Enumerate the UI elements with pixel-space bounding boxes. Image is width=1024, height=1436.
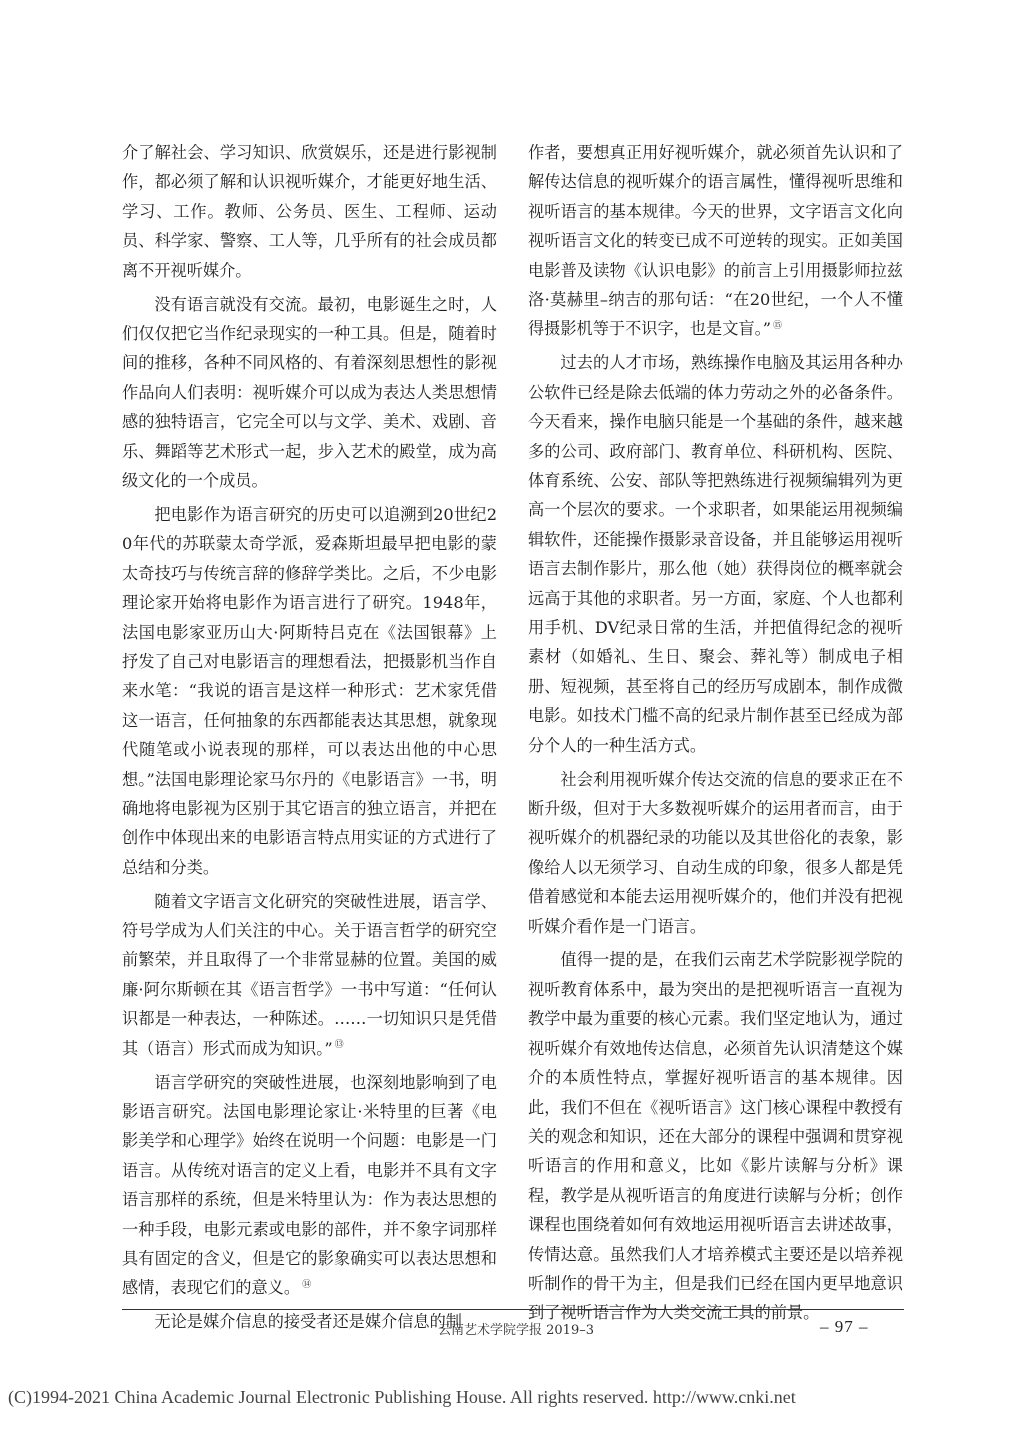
paragraph-text: 随着文字语言文化研究的突破性进展，语言学、符号学成为人们关注的中心。关于语言哲学的研究空前繁荣，并且取得了一个非常显赫的位置。美国的威廉·阿尔斯顿在其《语言哲学》一书中写道：“任何认识都是一种表达，一种陈述。……一切知识只是凭借其（语言）形式而成为知识。” [122, 891, 497, 1058]
paragraph [122, 290, 497, 496]
paragraph-text: 过去的人才市场，熟练操作电脑及其运用各种办公软件已经是除去低端的体力劳动之外的必备条件。今天看来，操作电脑只能是一个基础的条件，越来越多的公司、政府部门、教育单位、科研机构、医院、体育系统、公安、部队等把熟练进行视频编辑列为更高一个层次的要求。一个求职者，如果能运用视频编辑软件，还能操作摄影录音设备，并且能够运用视听语言去制作影片，那么他（她）获得岗位的概率就会远高于其他的求职者。另一方面，家庭、个人也都利用手机、DV纪录日常的生活，并把值得纪念的视听素材（如婚礼、生日、聚会、葬礼等）制成电子相册、短视频，甚至将自己的经历写成剧本，制作成微电影。如技术门槛不高的纪录片制作甚至已经成为部分个人的一种生活方式。 [528, 353, 903, 755]
paragraph-text: 无论是媒介信息的接受者还是媒介信息的制 [154, 1312, 462, 1332]
paragraph [122, 138, 497, 285]
left-text-column [122, 138, 497, 1341]
paragraph [528, 765, 903, 941]
paragraph [122, 887, 497, 1063]
copyright-notice: (C)1994-2021 China Academic Journal Electronic Publishing House. All rights reserved. http://www.cnki.net [8, 1387, 796, 1407]
right-text-column [528, 138, 903, 1332]
paragraph-text: 没有语言就没有交流。最初，电影诞生之时，人们仅仅把它当作纪录现实的一种工具。但是，随着时间的推移，各种不同风格的、有着深刻思想性的影视作品向人们表明：视听媒介可以成为表达人类思想情感的独特语言，它完全可以与文学、美术、戏剧、音乐、舞蹈等艺术形式一起，步入艺术的殿堂，成为高级文化的一个成员。 [122, 294, 497, 490]
paragraph-text: 社会利用视听媒介传达交流的信息的要求正在不断升级，但对于大多数视听媒介的运用者而言，由于视听媒介的机器纪录的功能以及其世俗化的表象，影像给人以无须学习、自动生成的印象，很多人都是凭借着感觉和本能去运用视听媒介的，他们并没有把视听媒介看作是一门语言。 [528, 769, 903, 936]
paragraph [122, 500, 497, 882]
page-number: – 97 – [820, 1317, 869, 1336]
footnote-marker: ⑭ [302, 1280, 312, 1291]
paragraph-text: 把电影作为语言研究的历史可以追溯到20世纪20年代的苏联蒙太奇学派，爱森斯坦最早把电影的蒙太奇技巧与传统言辞的修辞学类比。之后，不少电影理论家开始将电影作为语言进行了研究。1948年，法国电影家亚历山大·阿斯特吕克在《法国银幕》上抒发了自己对电影语言的理想看法，把摄影机当作自来水笔：“我说的语言是这样一种形式：艺术家凭借这一语言，任何抽象的东西都能表达其思想，就象现代随笔或小说表现的那样，可以表达出他的中心思想。”法国电影理论家马尔丹的《电影语言》一书，明确地将电影视为区别于其它语言的独立语言，并把在创作中体现出来的电影语言特点用实证的方式进行了总结和分类。 [122, 504, 497, 877]
paragraph [528, 138, 903, 344]
paragraph-text: 语言学研究的突破性进展，也深刻地影响到了电影语言研究。法国电影理论家让·米特里的巨著《电影美学和心理学》始终在说明一个问题：电影是一门语言。从传统对语言的定义上看，电影并不具有文字语言那样的系统，但是米特里认为：作为表达思想的一种手段，电影元素或电影的部件，并不象字词那样具有固定的含义，但是它的影象确实可以表达思想和感情，表现它们的意义。 [122, 1072, 497, 1298]
paragraph-text: 值得一提的是，在我们云南艺术学院影视学院的视听教育体系中，最为突出的是把视听语言一直视为教学中最为重要的核心元素。我们坚定地认为，通过视听媒介有效地传达信息，必须首先认识清楚这个媒介的本质性特点，掌握好视听语言的基本规律。因此，我们不但在《视听语言》这门核心课程中教授有关的观念和知识，还在大部分的课程中强调和贯穿视听语言的作用和意义，比如《影片读解与分析》课程，教学是从视听语言的角度进行读解与分析；创作课程也围绕着如何有效地运用视听语言去讲述故事，传情达意。虽然我们人才培养模式主要还是以培养视听制作的骨干为主，但是我们已经在国内更早地意识到了视听语言作为人类交流工具的前景。 [528, 950, 903, 1323]
footnote-marker: ⑬ [334, 1040, 344, 1051]
paragraph [122, 1068, 497, 1303]
paragraph [528, 348, 903, 760]
journal-name: 云南艺术学院学报 2019–3 [438, 1323, 594, 1338]
paragraph-text: 介了解社会、学习知识、欣赏娱乐，还是进行影视制作，都必须了解和认识视听媒介，才能更好地生活、学习、工作。教师、公务员、医生、工程师、运动员、科学家、警察、工人等，几乎所有的社会成员都离不开视听媒介。 [122, 143, 497, 280]
paragraph-text: 作者，要想真正用好视听媒介，就必须首先认识和了解传达信息的视听媒介的语言属性，懂得视听思维和视听语言的基本规律。今天的世界，文字语言文化向视听语言文化的转变已成不可逆转的现实。正如美国电影普及读物《认识电影》的前言上引用摄影师拉兹洛·莫赫里–纳吉的那句话：“在20世纪，一个人不懂得摄影机等于不识字，也是文盲。” [528, 143, 903, 339]
footer-rule [122, 1309, 904, 1310]
footnote-marker: ⑮ [773, 321, 783, 332]
paragraph [528, 945, 903, 1327]
